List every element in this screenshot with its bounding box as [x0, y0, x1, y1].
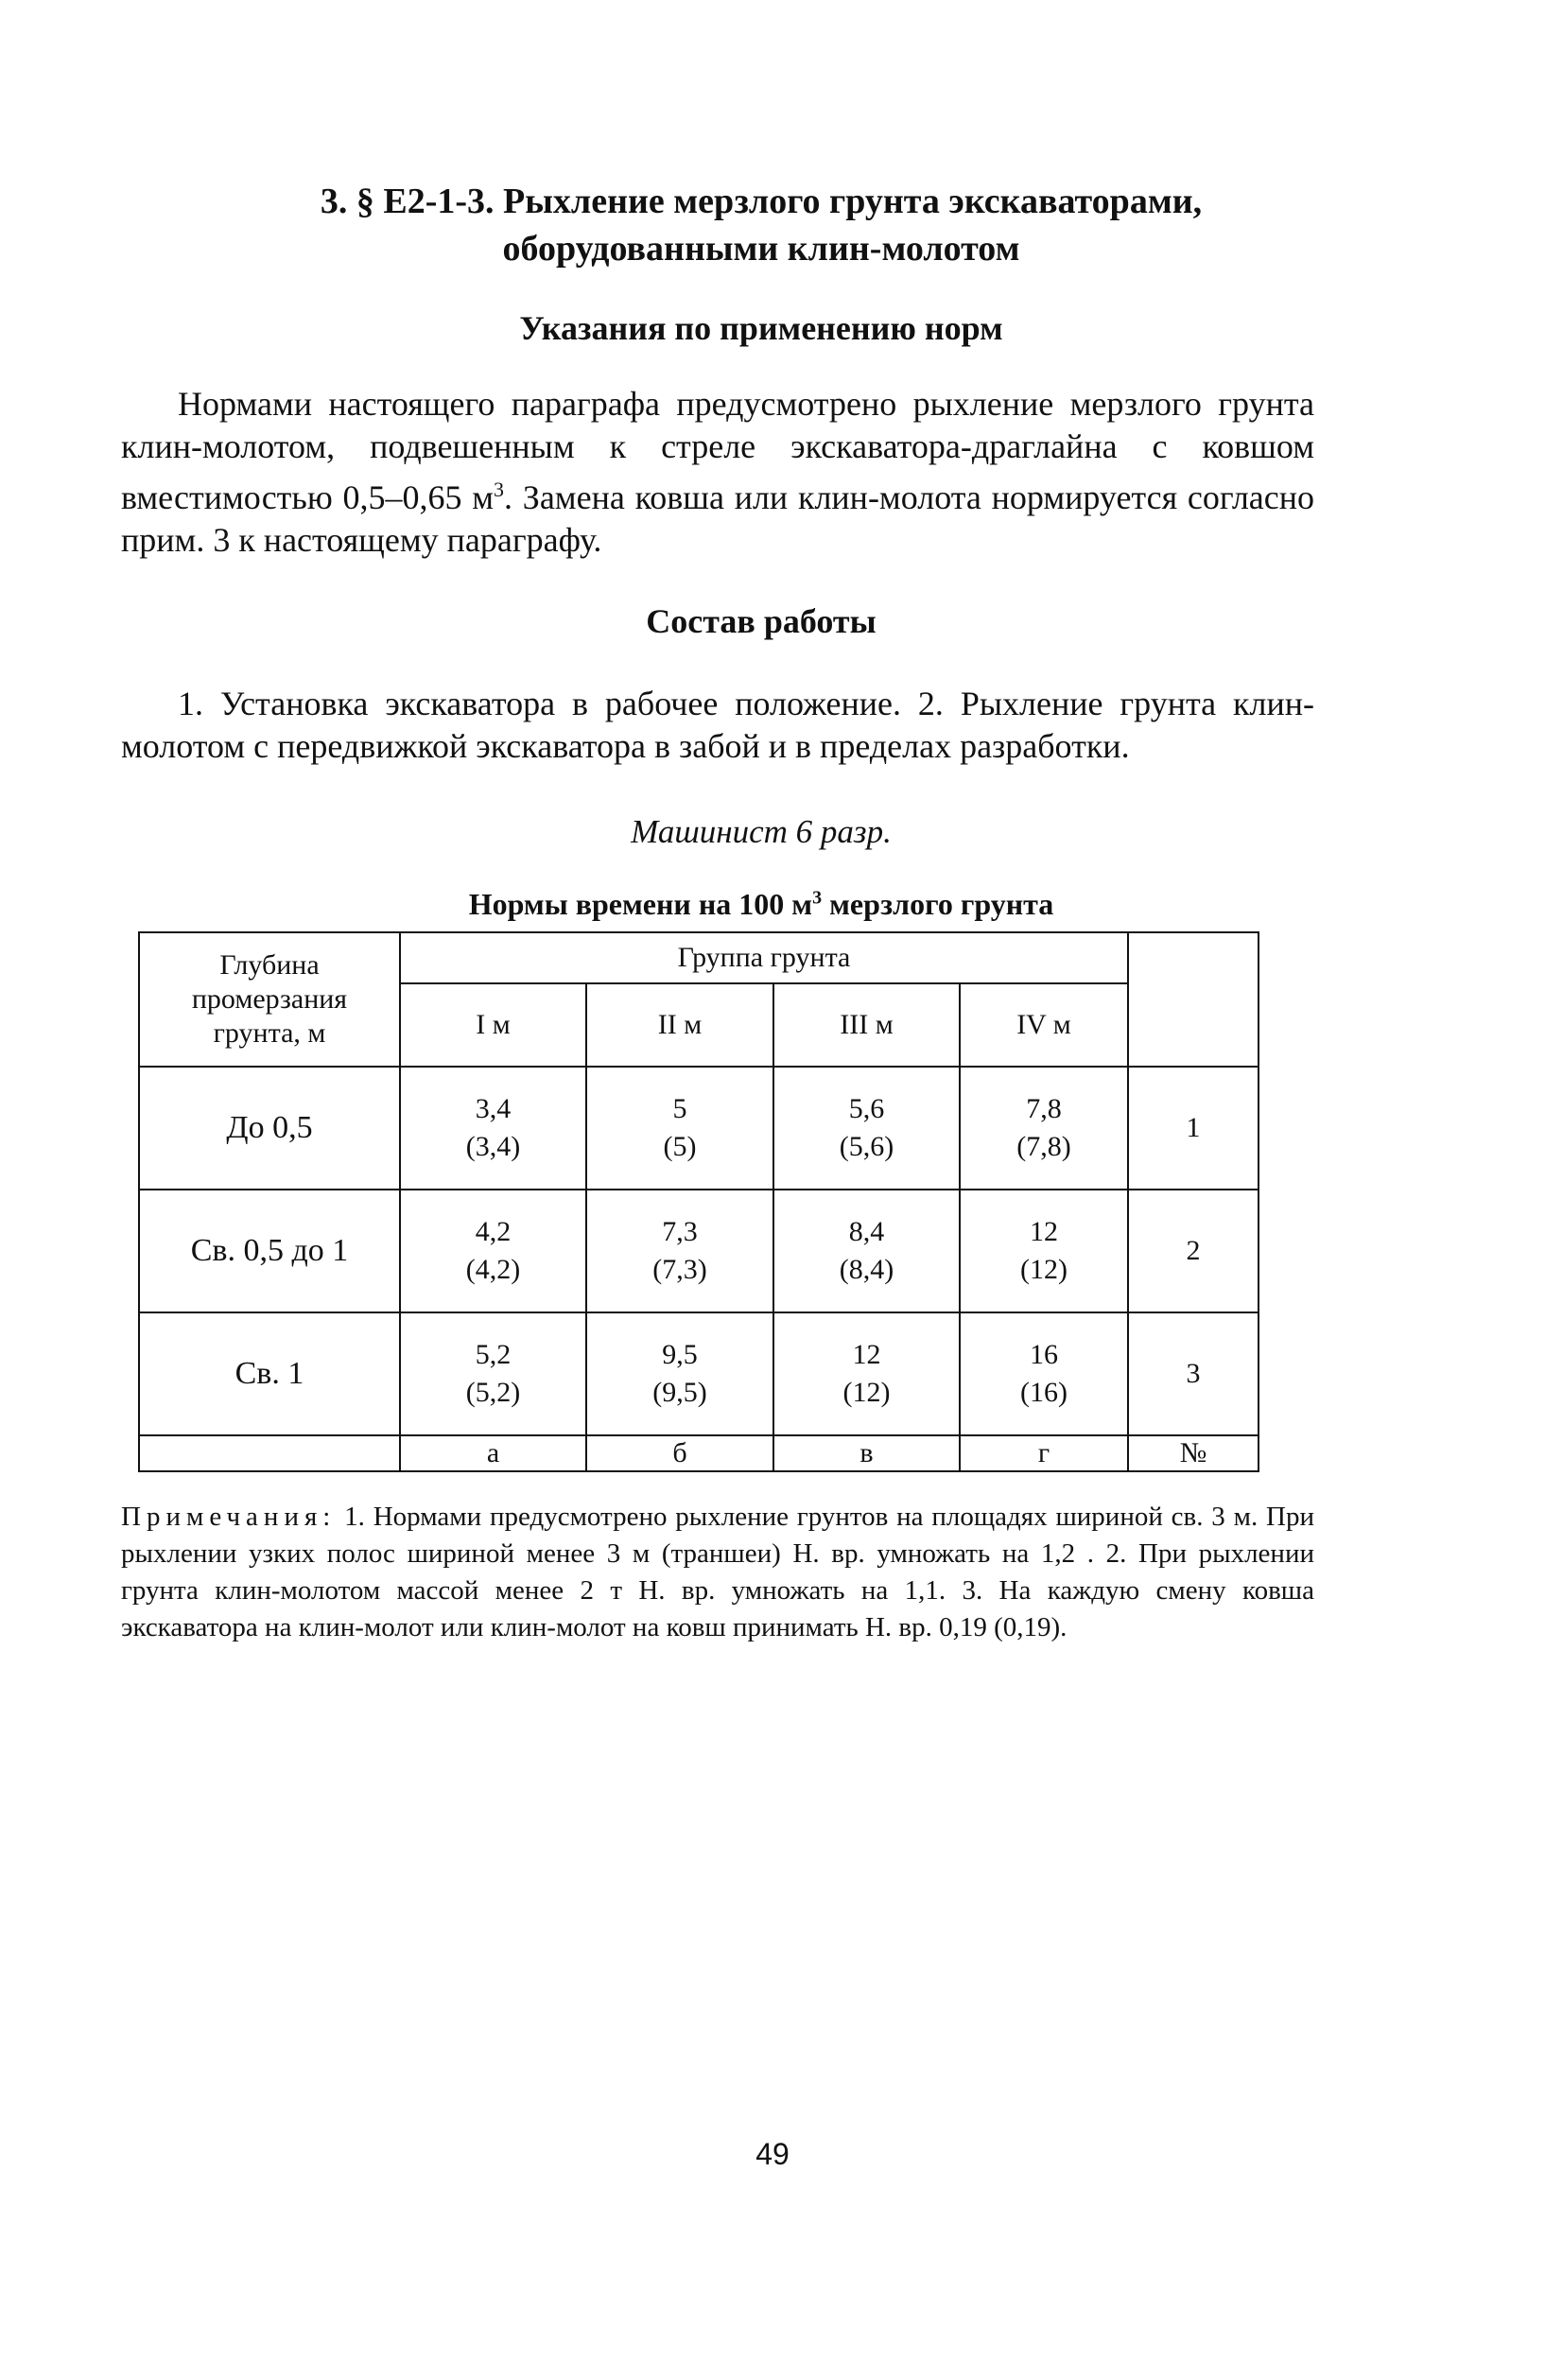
section-title [132, 178, 1390, 272]
group-header-4: IV м [960, 983, 1128, 1067]
work-composition-heading: Состав работы [646, 602, 877, 640]
value-paren: (12) [842, 1377, 891, 1408]
value-paren: (8,4) [839, 1254, 894, 1285]
row-number-cell: 2 [1128, 1190, 1259, 1312]
instructions-text-b: . Замена ковша или клин-молота нормируется согласно прим. 3 к настоящему параграфу. [121, 478, 1315, 559]
work-composition-paragraph [121, 683, 1314, 768]
value-paren: (5,6) [839, 1131, 894, 1162]
table-row [139, 1067, 1259, 1190]
value-cell [773, 1067, 960, 1190]
value-paren: (3,4) [465, 1131, 521, 1162]
time-norms-table [138, 931, 1259, 1472]
value-cell [773, 1312, 960, 1435]
table-header-row-1 [139, 932, 1259, 983]
value-paren: (4,2) [465, 1254, 521, 1285]
footer-empty-cell [139, 1435, 400, 1471]
group-header-cell: Группа грунта [400, 932, 1128, 983]
value-paren: (5,2) [465, 1377, 521, 1408]
footer-letter-b: б [586, 1435, 773, 1471]
value-paren: (16) [1020, 1377, 1068, 1408]
table-row [139, 1190, 1259, 1312]
value-cell [400, 1312, 586, 1435]
value-paren: (9,5) [652, 1377, 707, 1408]
depth-cell: Св. 1 [139, 1312, 400, 1435]
footer-num-sign: № [1128, 1435, 1259, 1471]
group-header-2: II м [586, 983, 773, 1067]
value-paren: (7,3) [652, 1254, 707, 1285]
value-main: 16 [1030, 1339, 1058, 1370]
depth-cell: Св. 0,5 до 1 [139, 1190, 400, 1312]
value-main: 5,2 [475, 1339, 512, 1370]
value-cell [400, 1067, 586, 1190]
value-cell [586, 1312, 773, 1435]
title-line-2: оборудованными клин-молотом [502, 229, 1020, 269]
value-main: 7,3 [662, 1216, 698, 1247]
num-header-cell [1128, 932, 1259, 1067]
value-main: 9,5 [662, 1339, 698, 1370]
footer-letter-v: в [773, 1435, 960, 1471]
table-row [139, 1312, 1259, 1435]
group-header-3: III м [773, 983, 960, 1067]
value-cell [960, 1312, 1128, 1435]
value-main: 12 [1030, 1216, 1058, 1247]
depth-header-line-1: Глубина [219, 949, 320, 981]
value-cell [773, 1190, 960, 1312]
crew-label: Машинист 6 разр. [631, 813, 892, 850]
value-cell [960, 1067, 1128, 1190]
value-cell [586, 1190, 773, 1312]
instructions-heading: Указания по применению норм [519, 309, 1003, 347]
value-main: 8,4 [848, 1216, 885, 1247]
value-cell [400, 1190, 586, 1312]
instructions-text-a: Нормами настоящего параграфа предусмотрено рыхление мерзлого грунта клин-молотом, подвешенным к стреле экскаватора-драглайна с ковшом вместимостью 0,5–0,65 м [121, 385, 1314, 516]
row-number-cell: 3 [1128, 1312, 1259, 1435]
instructions-superscript: 3 [494, 478, 505, 501]
table-footer-row [139, 1435, 1259, 1471]
notes-block [121, 1499, 1314, 1646]
instructions-paragraph [121, 383, 1314, 562]
value-main: 3,4 [475, 1093, 512, 1124]
value-cell [960, 1190, 1128, 1312]
value-main: 4,2 [475, 1216, 512, 1247]
value-main: 5,6 [848, 1093, 885, 1124]
footer-letter-a: а [400, 1435, 586, 1471]
title-line-1: 3. § Е2-1-3. Рыхление мерзлого грунта экскаваторами, [320, 182, 1203, 221]
group-header-1: I м [400, 983, 586, 1067]
row-number-cell: 1 [1128, 1067, 1259, 1190]
value-paren: (5) [663, 1131, 697, 1162]
value-paren: (7,8) [1016, 1131, 1071, 1162]
depth-header-line-2: промерзания [191, 983, 348, 1015]
table-caption [132, 887, 1390, 922]
depth-header-cell [139, 932, 400, 1067]
table-caption-text-b: мерзлого грунта [822, 887, 1054, 921]
value-paren: (12) [1020, 1254, 1068, 1285]
value-main: 5 [672, 1093, 687, 1124]
table-caption-superscript: 3 [812, 887, 823, 909]
depth-header-line-3: грунта, м [213, 1017, 326, 1049]
depth-cell: До 0,5 [139, 1067, 400, 1190]
footer-letter-g: г [960, 1435, 1128, 1471]
work-composition-text: 1. Установка экскаватора в рабочее положение. 2. Рыхление грунта клин-молотом с передвижкой экскаватора в забой и в пределах разработки. [121, 685, 1314, 765]
value-cell [586, 1067, 773, 1190]
value-main: 12 [852, 1339, 881, 1370]
value-main: 7,8 [1026, 1093, 1062, 1124]
notes-text: 1. Нормами предусмотрено рыхление грунтов на площадях шириной св. 3 м. При рыхлении узких полос шириной менее 3 м (траншеи) Н. вр. умножать на 1,2 . 2. При рыхлении грунта клин-молотом массой менее 2 т Н. вр. умножать на 1,1. 3. На каждую смену ковша экскаватора на клин-молот или клин-молот на ковш принимать Н. вр. 0,19 (0,19). [121, 1502, 1314, 1642]
table-caption-text-a: Нормы времени на 100 м [468, 887, 813, 921]
notes-label: Примечания: [121, 1502, 337, 1532]
page-number: 49 [755, 2137, 790, 2171]
